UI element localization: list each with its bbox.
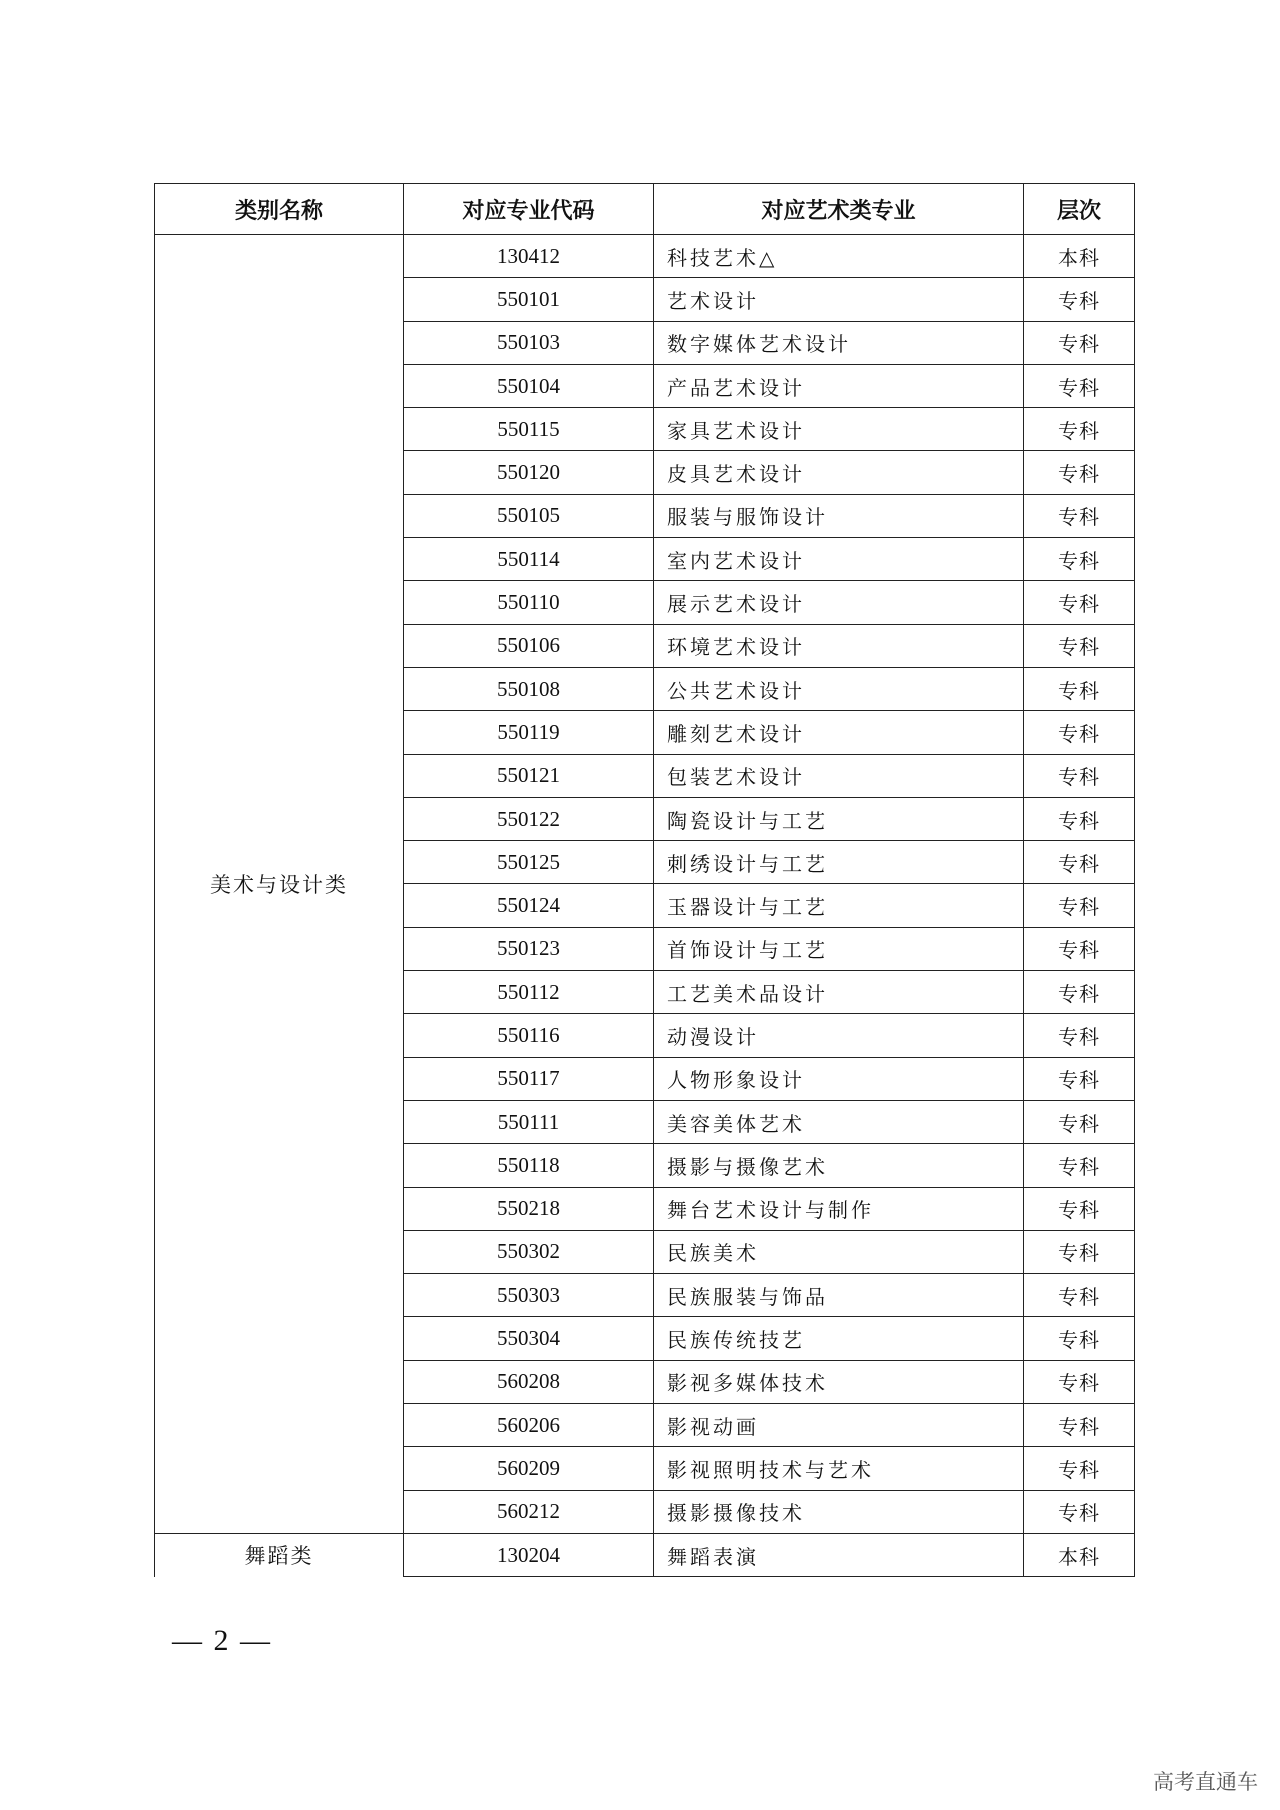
code-cell: 560206: [404, 1404, 654, 1447]
level-cell: 专科: [1024, 364, 1135, 407]
code-cell: 550111: [404, 1100, 654, 1143]
major-cell: 民族美术: [654, 1230, 1024, 1273]
major-cell: 舞蹈表演: [654, 1533, 1024, 1576]
level-cell: 专科: [1024, 797, 1135, 840]
level-cell: 专科: [1024, 1490, 1135, 1533]
code-cell: 550218: [404, 1187, 654, 1230]
page-number: — 2 —: [172, 1624, 272, 1657]
major-cell: 摄影与摄像艺术: [654, 1144, 1024, 1187]
header-major: 对应艺术类专业: [654, 184, 1024, 235]
major-cell: 影视照明技术与艺术: [654, 1447, 1024, 1490]
major-cell: 包装艺术设计: [654, 754, 1024, 797]
code-cell: 550108: [404, 667, 654, 710]
level-cell: 专科: [1024, 408, 1135, 451]
code-cell: 550304: [404, 1317, 654, 1360]
level-cell: 专科: [1024, 711, 1135, 754]
code-cell: 550114: [404, 538, 654, 581]
level-cell: 专科: [1024, 1100, 1135, 1143]
code-cell: 550110: [404, 581, 654, 624]
code-cell: 550105: [404, 494, 654, 537]
code-cell: 550125: [404, 841, 654, 884]
code-cell: 550121: [404, 754, 654, 797]
header-code: 对应专业代码: [404, 184, 654, 235]
category-cell: 舞蹈类: [155, 1533, 404, 1576]
major-cell: 家具艺术设计: [654, 408, 1024, 451]
code-cell: 560208: [404, 1360, 654, 1403]
code-cell: 550120: [404, 451, 654, 494]
major-cell: 民族服装与饰品: [654, 1274, 1024, 1317]
major-cell: 雕刻艺术设计: [654, 711, 1024, 754]
code-cell: 550302: [404, 1230, 654, 1273]
code-cell: 130412: [404, 235, 654, 278]
code-cell: 550124: [404, 884, 654, 927]
major-cell: 舞台艺术设计与制作: [654, 1187, 1024, 1230]
code-cell: 550106: [404, 624, 654, 667]
level-cell: 专科: [1024, 754, 1135, 797]
code-cell: 550115: [404, 408, 654, 451]
code-cell: 550118: [404, 1144, 654, 1187]
major-cell: 人物形象设计: [654, 1057, 1024, 1100]
level-cell: 专科: [1024, 278, 1135, 321]
table-row: [155, 1533, 1135, 1576]
major-cell: 陶瓷设计与工艺: [654, 797, 1024, 840]
majors-table: [154, 183, 1135, 1577]
code-cell: 550119: [404, 711, 654, 754]
level-cell: 专科: [1024, 1404, 1135, 1447]
code-cell: 560209: [404, 1447, 654, 1490]
level-cell: 专科: [1024, 971, 1135, 1014]
level-cell: 专科: [1024, 624, 1135, 667]
major-cell: 首饰设计与工艺: [654, 927, 1024, 970]
major-cell: 产品艺术设计: [654, 364, 1024, 407]
code-cell: 550104: [404, 364, 654, 407]
major-cell: 刺绣设计与工艺: [654, 841, 1024, 884]
code-cell: 550112: [404, 971, 654, 1014]
major-cell: 展示艺术设计: [654, 581, 1024, 624]
code-cell: 550117: [404, 1057, 654, 1100]
header-level: 层次: [1024, 184, 1135, 235]
category-cell: 美术与设计类: [155, 235, 404, 1534]
level-cell: 专科: [1024, 1274, 1135, 1317]
level-cell: 专科: [1024, 1144, 1135, 1187]
table-row: [155, 235, 1135, 278]
level-cell: 专科: [1024, 667, 1135, 710]
major-cell: 影视多媒体技术: [654, 1360, 1024, 1403]
level-cell: 专科: [1024, 1187, 1135, 1230]
header-category: 类别名称: [155, 184, 404, 235]
major-cell: 动漫设计: [654, 1014, 1024, 1057]
level-cell: 专科: [1024, 538, 1135, 581]
code-cell: 550116: [404, 1014, 654, 1057]
code-cell: 550122: [404, 797, 654, 840]
major-cell: 民族传统技艺: [654, 1317, 1024, 1360]
code-cell: 550101: [404, 278, 654, 321]
code-cell: 550123: [404, 927, 654, 970]
level-cell: 专科: [1024, 494, 1135, 537]
table-body: [155, 235, 1135, 1577]
major-cell: 影视动画: [654, 1404, 1024, 1447]
major-cell: 环境艺术设计: [654, 624, 1024, 667]
major-cell: 室内艺术设计: [654, 538, 1024, 581]
major-cell: 服装与服饰设计: [654, 494, 1024, 537]
watermark: 高考直通车: [1153, 1770, 1258, 1794]
level-cell: 专科: [1024, 1317, 1135, 1360]
major-cell: 科技艺术△: [654, 235, 1024, 278]
major-cell: 皮具艺术设计: [654, 451, 1024, 494]
level-cell: 专科: [1024, 1057, 1135, 1100]
major-cell: 摄影摄像技术: [654, 1490, 1024, 1533]
major-cell: 艺术设计: [654, 278, 1024, 321]
code-cell: 130204: [404, 1533, 654, 1576]
level-cell: 专科: [1024, 1447, 1135, 1490]
level-cell: 专科: [1024, 321, 1135, 364]
level-cell: 本科: [1024, 235, 1135, 278]
code-cell: 560212: [404, 1490, 654, 1533]
major-cell: 工艺美术品设计: [654, 971, 1024, 1014]
major-cell: 玉器设计与工艺: [654, 884, 1024, 927]
level-cell: 专科: [1024, 1230, 1135, 1273]
level-cell: 专科: [1024, 927, 1135, 970]
code-cell: 550103: [404, 321, 654, 364]
level-cell: 专科: [1024, 581, 1135, 624]
major-cell: 公共艺术设计: [654, 667, 1024, 710]
major-cell: 数字媒体艺术设计: [654, 321, 1024, 364]
code-cell: 550303: [404, 1274, 654, 1317]
table-header-row: [155, 184, 1135, 235]
level-cell: 专科: [1024, 884, 1135, 927]
level-cell: 专科: [1024, 841, 1135, 884]
level-cell: 专科: [1024, 1014, 1135, 1057]
level-cell: 专科: [1024, 451, 1135, 494]
level-cell: 专科: [1024, 1360, 1135, 1403]
major-cell: 美容美体艺术: [654, 1100, 1024, 1143]
level-cell: 本科: [1024, 1533, 1135, 1576]
